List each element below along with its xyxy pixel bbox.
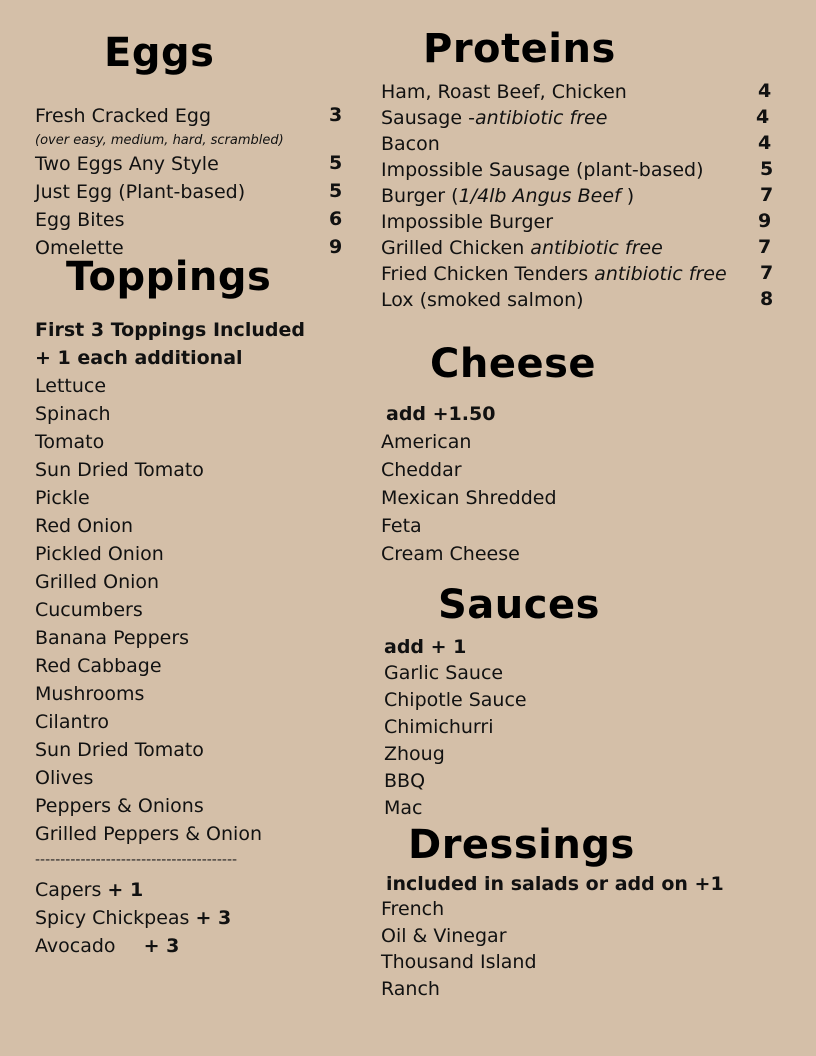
- menu-item-name: Omelette: [35, 237, 124, 259]
- dressings-subtitle: included in salads or add on +1: [386, 873, 724, 895]
- list-item: Mexican Shredded: [381, 487, 557, 509]
- toppings-heading: Toppings: [66, 254, 272, 300]
- toppings-rule: First 3 Toppings Included: [35, 319, 305, 341]
- protein-item: [381, 104, 607, 132]
- protein-qualifier: antibiotic free: [474, 107, 608, 129]
- list-item: Garlic Sauce: [384, 662, 504, 684]
- cheese-subtitle: add +1.50: [386, 403, 496, 425]
- sauces-heading: Sauces: [438, 582, 600, 628]
- protein-qualifier: 1/4lb Angus Beef: [458, 185, 621, 207]
- menu-item-price: 3: [329, 104, 343, 126]
- list-item: BBQ: [384, 770, 426, 792]
- protein-name: Lox (smoked salmon): [381, 289, 584, 311]
- list-item: Red Cabbage: [35, 655, 162, 677]
- protein-item: [381, 208, 553, 236]
- list-item: Oil & Vinegar: [381, 924, 507, 947]
- list-item: Mushrooms: [35, 683, 145, 705]
- protein-price: 5: [760, 158, 774, 180]
- list-item: Cheddar: [381, 459, 462, 481]
- protein-price: 4: [756, 106, 770, 128]
- menu-item-name: Fresh Cracked Egg: [35, 105, 212, 127]
- list-item: Banana Peppers: [35, 627, 190, 649]
- protein-qualifier: antibiotic free: [594, 263, 727, 285]
- list-item: Sun Dried Tomato: [35, 459, 204, 481]
- extra-topping-name: Capers: [35, 879, 102, 901]
- list-item: Feta: [381, 515, 422, 537]
- dressings-list: [381, 896, 537, 1002]
- menu-item-price: 5: [329, 180, 343, 202]
- protein-name: Impossible Burger: [381, 211, 554, 233]
- section-divider: ----------------------------------------: [35, 852, 238, 868]
- list-item: Cream Cheese: [381, 543, 520, 565]
- protein-name: Ham, Roast Beef, Chicken: [381, 81, 627, 103]
- extra-topping-item: [35, 904, 231, 932]
- menu-item-price: 5: [329, 152, 343, 174]
- list-item: Chipotle Sauce: [384, 689, 527, 711]
- protein-item: [381, 78, 627, 106]
- list-item: Chimichurri: [384, 716, 494, 738]
- menu-item-name: Just Egg (Plant-based): [35, 181, 246, 203]
- list-item: Mac: [384, 797, 423, 819]
- protein-item: [381, 130, 440, 158]
- protein-price: 9: [758, 210, 772, 232]
- list-item: Sun Dried Tomato: [35, 739, 204, 761]
- list-item: Pickle: [35, 487, 90, 509]
- menu-item-name: Two Eggs Any Style: [35, 153, 219, 175]
- toppings-rule: + 1 each additional: [35, 347, 243, 369]
- menu-item-price: 9: [329, 236, 343, 258]
- protein-price: 4: [758, 80, 772, 102]
- protein-price: 4: [758, 132, 772, 154]
- proteins-heading: Proteins: [423, 26, 616, 72]
- list-item: French: [381, 898, 445, 920]
- protein-name: Grilled Chicken: [381, 237, 531, 259]
- protein-item: [381, 156, 704, 184]
- protein-name: Impossible Sausage (plant-based): [381, 159, 704, 181]
- protein-item: [381, 182, 634, 210]
- protein-price: 7: [760, 184, 774, 206]
- protein-name: Bacon: [381, 133, 440, 155]
- protein-item: [381, 234, 663, 262]
- protein-item: [381, 286, 584, 314]
- menu-item-price: 6: [329, 208, 343, 230]
- protein-name: Burger (: [381, 185, 459, 207]
- extra-topping-item: [35, 876, 143, 904]
- sauces-list: [384, 660, 527, 822]
- list-item: Pickled Onion: [35, 543, 164, 565]
- dressings-heading: Dressings: [408, 822, 635, 868]
- list-item: Zhoug: [384, 743, 445, 765]
- cheese-heading: Cheese: [430, 341, 597, 387]
- extra-topping-name: Avocado: [35, 935, 116, 957]
- eggs-heading: Eggs: [104, 30, 215, 76]
- list-item: Red Onion: [35, 515, 134, 537]
- extra-topping-price: + 3: [143, 935, 180, 957]
- cheese-list: [381, 428, 557, 568]
- list-item: Lettuce: [35, 375, 107, 397]
- list-item: Grilled Peppers & Onion: [35, 823, 262, 845]
- protein-name: Fried Chicken Tenders: [381, 263, 595, 285]
- extra-topping-item: [35, 932, 179, 960]
- list-item: American: [381, 431, 472, 453]
- extra-topping-name: Spicy Chickpeas: [35, 907, 190, 929]
- list-item: Cilantro: [35, 711, 109, 733]
- list-item: Spinach: [35, 403, 111, 425]
- protein-name-tail: ): [620, 185, 635, 207]
- list-item: Thousand Island: [381, 951, 537, 973]
- protein-price: 8: [760, 288, 774, 310]
- list-item: Olives: [35, 767, 94, 789]
- protein-price: 7: [758, 236, 772, 258]
- list-item: Ranch: [381, 977, 440, 1000]
- protein-name: Sausage -: [381, 107, 475, 129]
- extra-topping-price: + 1: [107, 879, 144, 901]
- egg-style-note: (over easy, medium, hard, scrambled): [35, 133, 284, 148]
- protein-item: [381, 260, 727, 288]
- extra-topping-price: + 3: [195, 907, 232, 929]
- list-item: Grilled Onion: [35, 571, 160, 593]
- protein-qualifier: antibiotic free: [530, 237, 663, 259]
- list-item: Peppers & Onions: [35, 795, 204, 817]
- list-item: Cucumbers: [35, 599, 143, 621]
- protein-price: 7: [760, 262, 774, 284]
- sauces-subtitle: add + 1: [384, 636, 467, 658]
- toppings-list: [35, 372, 262, 848]
- menu-item-name: Egg Bites: [35, 209, 125, 231]
- list-item: Tomato: [35, 431, 105, 453]
